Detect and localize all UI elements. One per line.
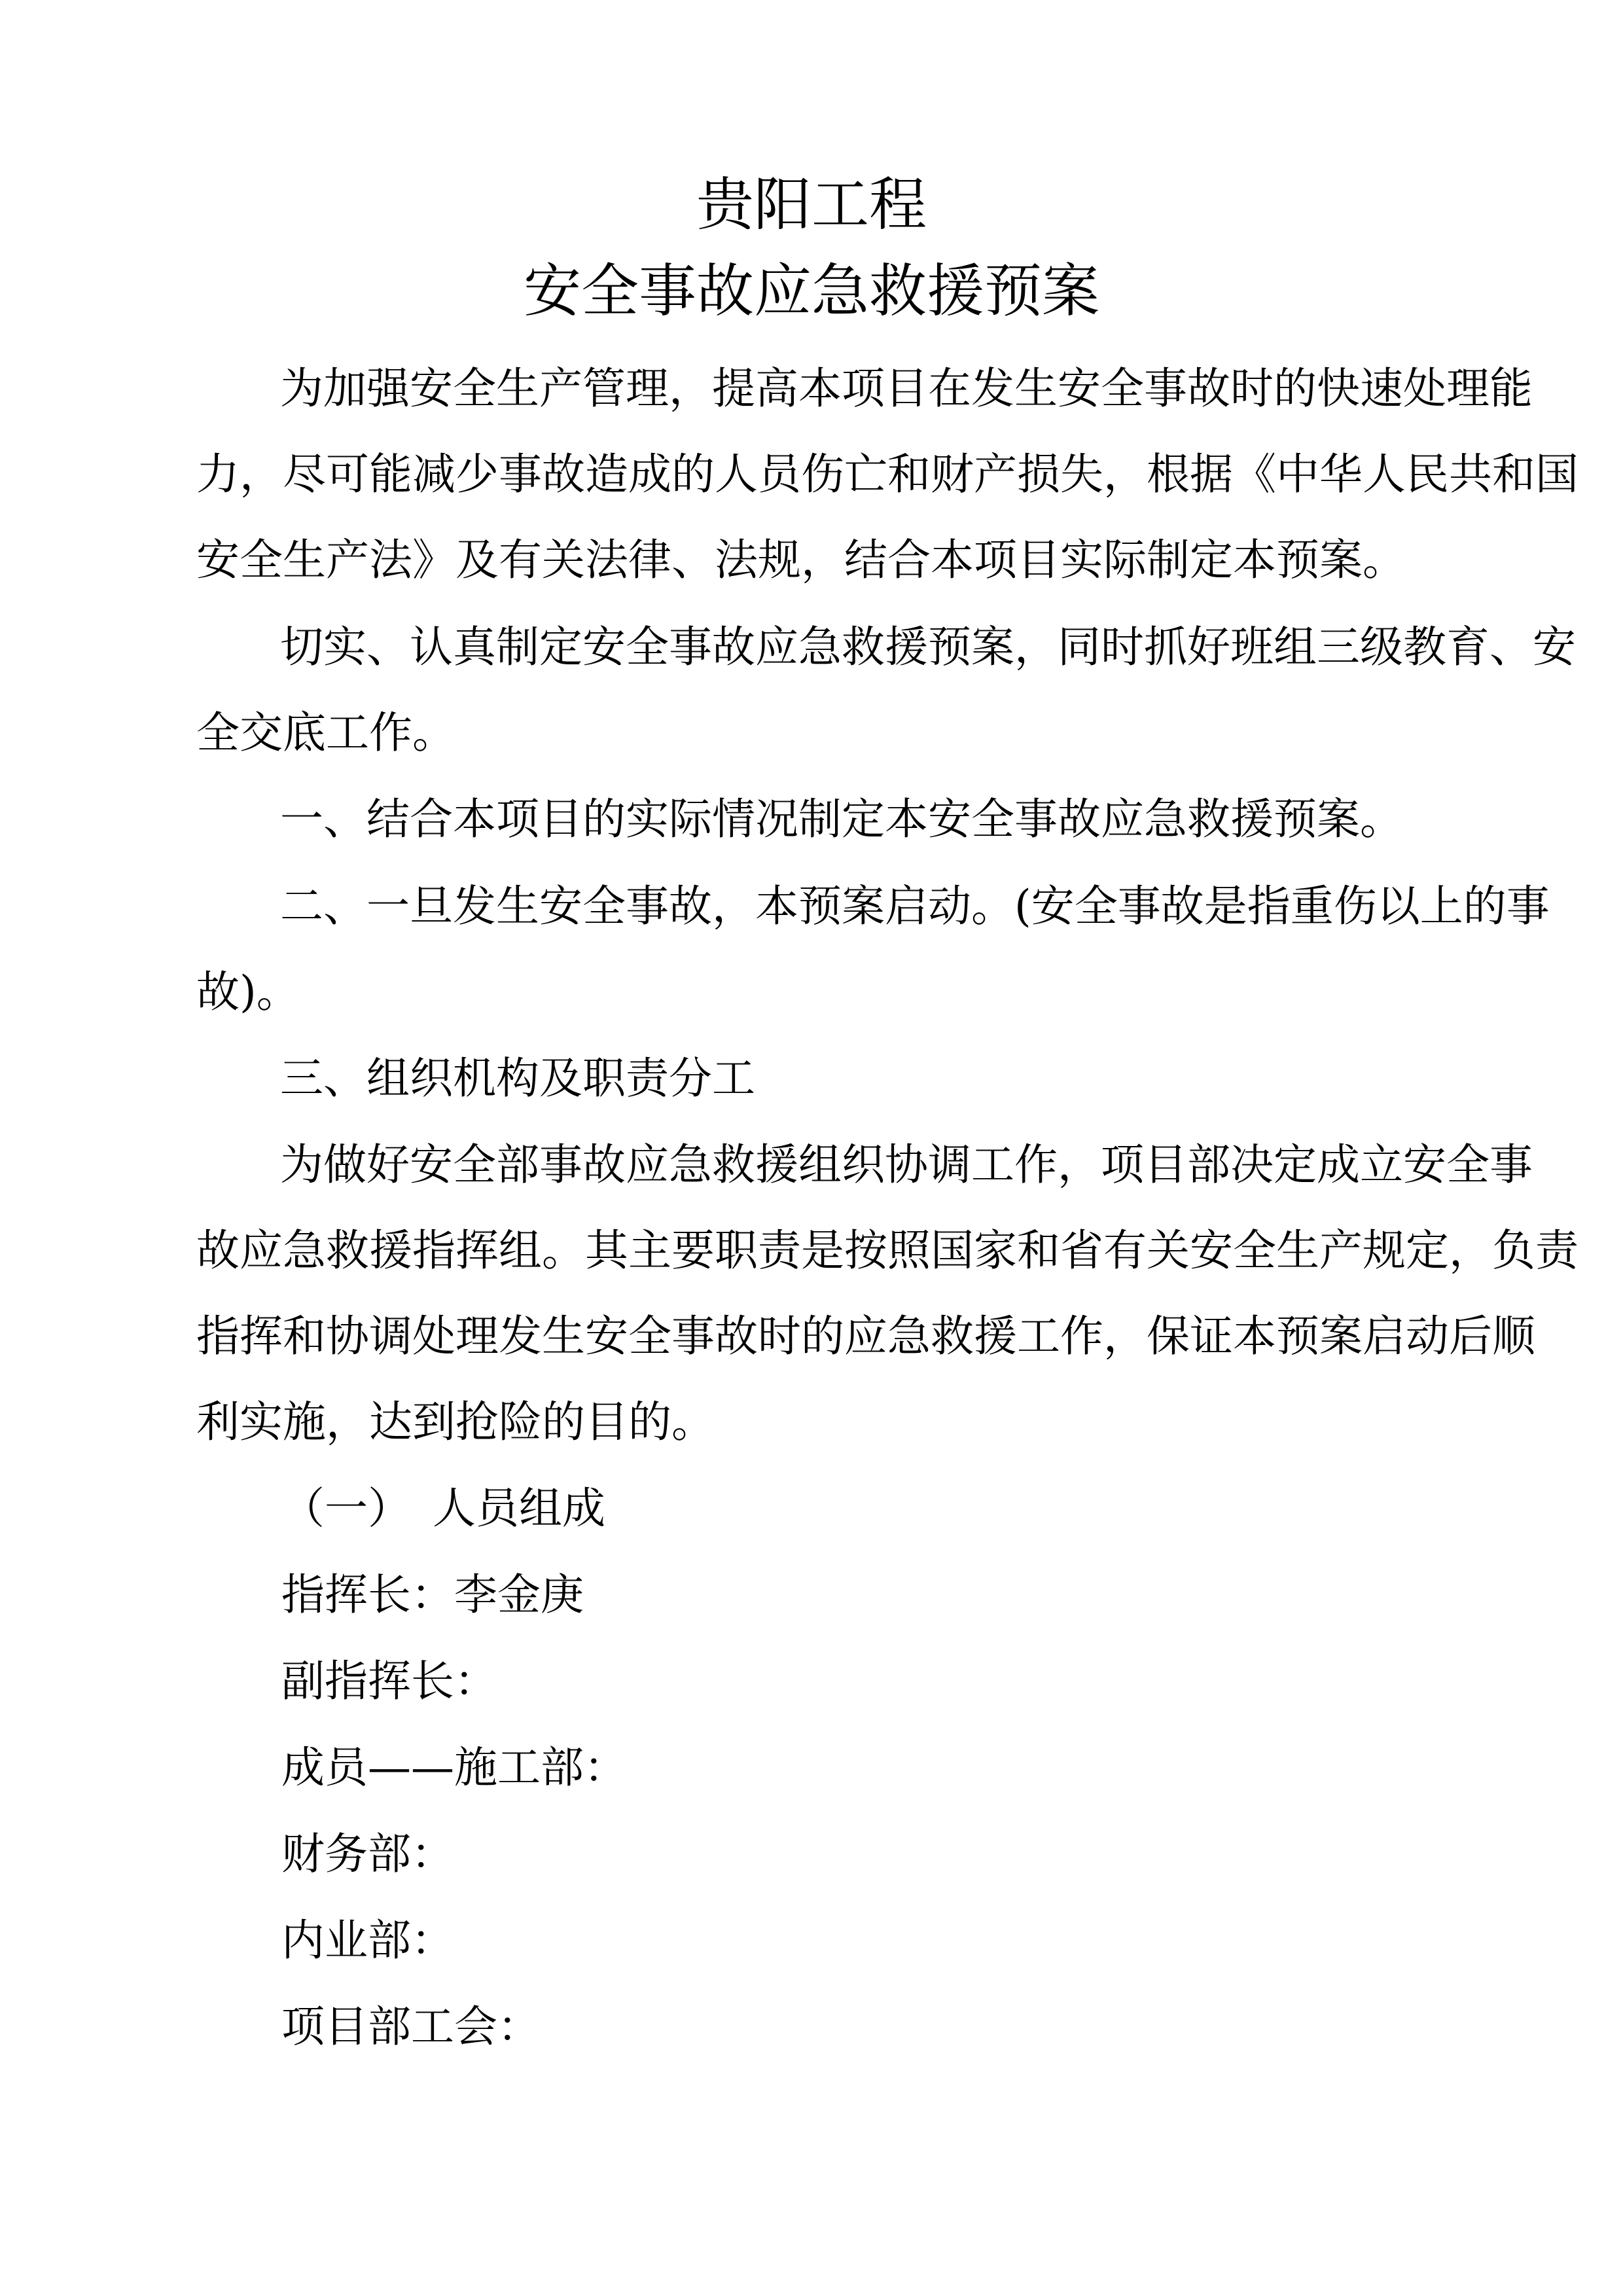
paragraph-6-line-4: 利实施，达到抢险的目的。 (196, 1397, 715, 1447)
paragraph-1-line-3: 安全生产法》及有关法律、法规，结合本项目实际制定本预案。 (196, 535, 1406, 585)
member-internal-affairs-dept: 内业部： (281, 1915, 454, 1965)
member-union: 项目部工会： (281, 2001, 541, 2052)
document-title-project: 贵阳工程 (696, 171, 927, 238)
paragraph-3-line-1: 一、结合本项目的实际情况制定本安全事故应急救援预案。 (280, 794, 1403, 844)
paragraph-1-line-1: 为加强安全生产管理，提高本项目在发生安全事故时的快速处理能 (280, 363, 1533, 414)
member-deputy-commander: 副指挥长： (281, 1656, 497, 1706)
subsection-heading-personnel: （一） 人员组成 (281, 1483, 605, 1534)
document-title-plan: 安全事故应急救援预案 (523, 257, 1099, 325)
paragraph-6-line-3: 指挥和协调处理发生安全事故时的应急救援工作，保证本预案启动后顺 (196, 1311, 1535, 1361)
paragraph-2-line-1: 切实、认真制定安全事故应急救援预案，同时抓好班组三级教育、安 (280, 622, 1576, 672)
paragraph-4-line-2: 故)。 (196, 967, 300, 1017)
paragraph-6-line-2: 故应急救援指挥组。其主要职责是按照国家和省有关安全生产规定，负责 (196, 1225, 1578, 1276)
section-heading-organization: 三、组织机构及职责分工 (280, 1053, 755, 1103)
paragraph-4-line-1: 二、一旦发生安全事故，本预案启动。(安全事故是指重伤以上的事 (280, 881, 1550, 931)
paragraph-2-line-2: 全交底工作。 (196, 708, 455, 758)
member-commander: 指挥长：李金庚 (281, 1570, 584, 1620)
member-finance-dept: 财务部： (281, 1829, 454, 1879)
paragraph-6-line-1: 为做好安全部事故应急救援组织协调工作，项目部决定成立安全事 (280, 1139, 1533, 1190)
paragraph-1-line-2: 力，尽可能减少事故造成的人员伤亡和财产损失，根据《中华人民共和国 (196, 449, 1578, 499)
member-construction-dept: 成员——施工部： (281, 1742, 627, 1793)
